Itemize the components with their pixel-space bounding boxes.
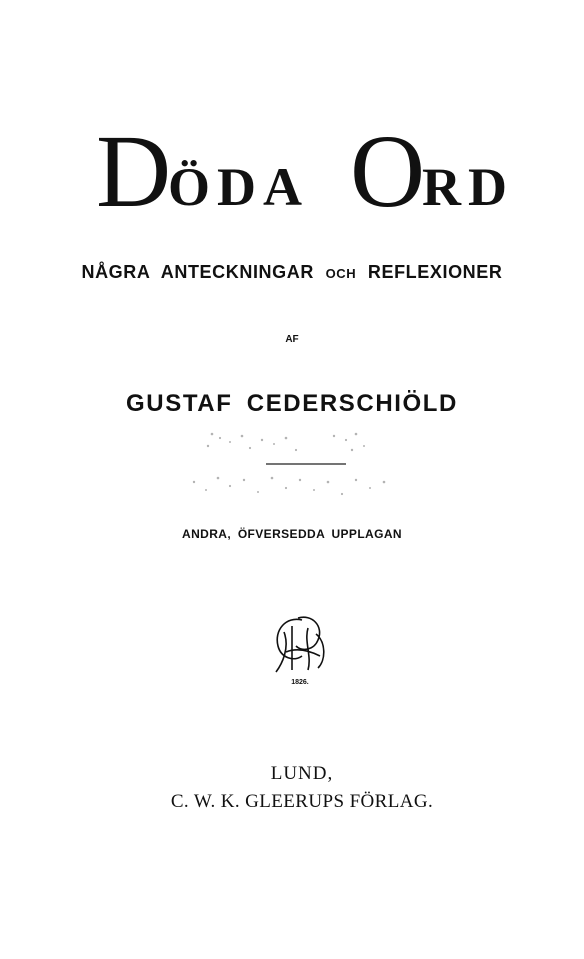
byline-af: AF [285, 334, 299, 345]
book-title [0, 114, 584, 229]
publisher-monogram [268, 612, 332, 692]
subtitle-part-3: REFLEXIONER [367, 262, 503, 282]
subtitle [0, 262, 584, 283]
subtitle-part-2: OCH [325, 266, 357, 281]
imprint-city: LUND, [270, 763, 334, 784]
title-initial-d: D [96, 114, 172, 229]
title-word-2-rest: RD [422, 157, 514, 217]
title-initial-o: O [350, 114, 426, 229]
author-name: GUSTAF CEDERSCHIÖLD [126, 390, 458, 417]
subtitle-part-1: NÅGRA ANTECKNINGAR [81, 262, 314, 282]
edition-statement: ANDRA, ÖFVERSEDDA UPPLAGAN [182, 527, 402, 541]
title-word-1-rest: ÖDA [168, 157, 309, 217]
faint-library-stamp [150, 420, 440, 510]
imprint-publisher: C. W. K. GLEERUPS FÖRLAG. [170, 791, 434, 812]
monogram-year: 1826. [291, 679, 309, 686]
